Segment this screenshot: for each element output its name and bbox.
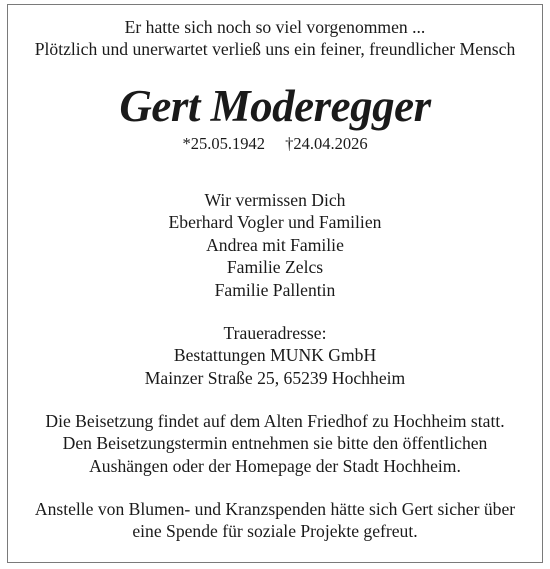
- intro-line: Plötzlich und unerwartet verließ uns ein feiner, freundlicher Mensch: [34, 39, 516, 60]
- mourner-line: Eberhard Vogler und Familien: [168, 212, 382, 233]
- funeral-info: [0, 410, 550, 477]
- mourners-list: [0, 189, 550, 301]
- mourning-address: [0, 322, 550, 389]
- address-label: Traueradresse:: [223, 323, 327, 343]
- mourner-line: Familie Pallentin: [214, 279, 336, 300]
- intro-line: Er hatte sich noch so viel vorgenommen ...: [124, 17, 426, 37]
- funeral-line: Die Beisetzung findet auf dem Alten Friedhof zu Hochheim statt.: [45, 411, 505, 431]
- deceased-name: Gert Moderegger: [119, 81, 431, 131]
- donation-line: Anstelle von Blumen- und Kranzspenden hätte sich Gert sicher über: [34, 499, 516, 519]
- address-street: Mainzer Straße 25, 65239 Hochheim: [144, 367, 406, 388]
- funeral-line: Den Beisetzungstermin entnehmen sie bitte den öffentlichen: [62, 433, 488, 454]
- address-company: Bestattungen MUNK GmbH: [173, 345, 377, 366]
- mourner-line: Andrea mit Familie: [206, 234, 344, 255]
- donation-note: [0, 498, 550, 543]
- life-dates: [0, 133, 550, 155]
- donation-line: eine Spende für soziale Projekte gefreut.: [132, 521, 418, 542]
- intro-text: [0, 16, 550, 61]
- mourner-line: Familie Zelcs: [226, 257, 324, 278]
- death-date: †24.04.2026: [285, 134, 368, 153]
- mourner-line: Wir vermissen Dich: [204, 190, 346, 210]
- birth-date: *25.05.1942: [182, 134, 265, 153]
- funeral-line: Aushängen oder der Homepage der Stadt Hochheim.: [89, 455, 461, 476]
